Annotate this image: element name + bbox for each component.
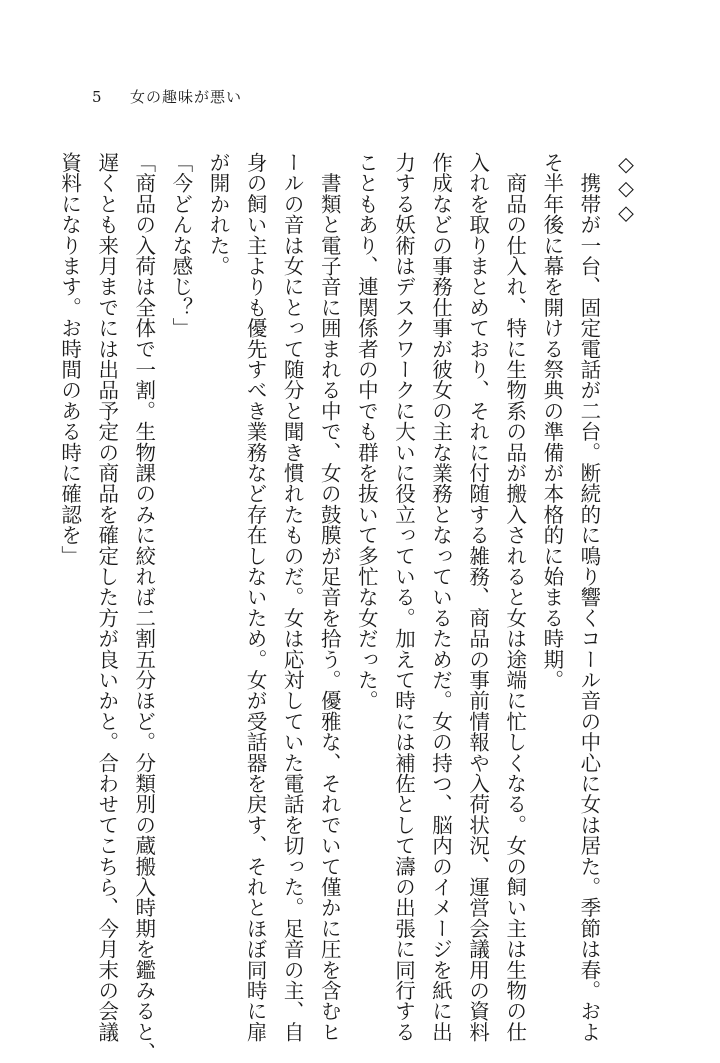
text-line: こともあり、連関係者の中でも群を抜いて多忙な女だった。 [354, 152, 379, 711]
text-line: 作成などの事務仕事が彼女の主な業務となっているためだ。女の持つ、脳内のイメージを紙に出 [428, 152, 453, 1043]
text-line: 携帯が一台、固定電話が二台。断続的に鳴り響くコール音の中心に女は居た。季節は春。およ [576, 152, 601, 1043]
text-line: 遅くとも来月までには出品予定の商品を確定した方が良いかと。合わせてこちら、今月末の会議 [94, 152, 119, 1043]
text-line: そ半年後に幕を開ける祭典の準備が本格的に始まる時期。 [539, 152, 564, 691]
text-line: ◇◇◇ [614, 152, 638, 225]
text-line: ールの音は女にとって随分と聞き慣れたものだ。女は応対していた電話を切った。足音の主、自 [280, 152, 305, 1043]
text-line: 入れを取りまとめており、それに付随する雑務、商品の事前情報や入荷状況、運営会議用の資料 [465, 152, 490, 1043]
text-line: が開かれた。 [205, 152, 230, 277]
page-number: 5 [92, 88, 103, 106]
page-header [92, 86, 242, 107]
text-line: 力する妖術はデスクワークに大いに役立っている。加えて時には補佐として濤の出張に同行する [391, 152, 416, 1043]
text-line: 「今どんな感じ？」 [168, 152, 193, 339]
text-line: 書類と電子音に囲まれる中で、女の鼓膜が足音を拾う。優雅な、それでいて僅かに圧を含むヒ [317, 152, 342, 1043]
vertical-body-text [51, 152, 645, 1063]
text-line: 「商品の入荷は全体で一割。生物課のみに絞れば二割五分ほど。分類別の蔵搬入時期を鑑みると、 [131, 152, 156, 1063]
text-line: 身の飼い主よりも優先すべき業務など存在しないため。女が受話器を戻す、それとほぼ同時に扉 [243, 152, 268, 1043]
text-line: 資料になります。お時間のある時に確認を」 [57, 152, 82, 566]
text-line: 商品の仕入れ、特に生物系の品が搬入されると女は途端に忙しくなる。女の飼い主は生物の仕 [502, 152, 527, 1043]
chapter-title: 女の趣味が悪い [130, 88, 243, 106]
